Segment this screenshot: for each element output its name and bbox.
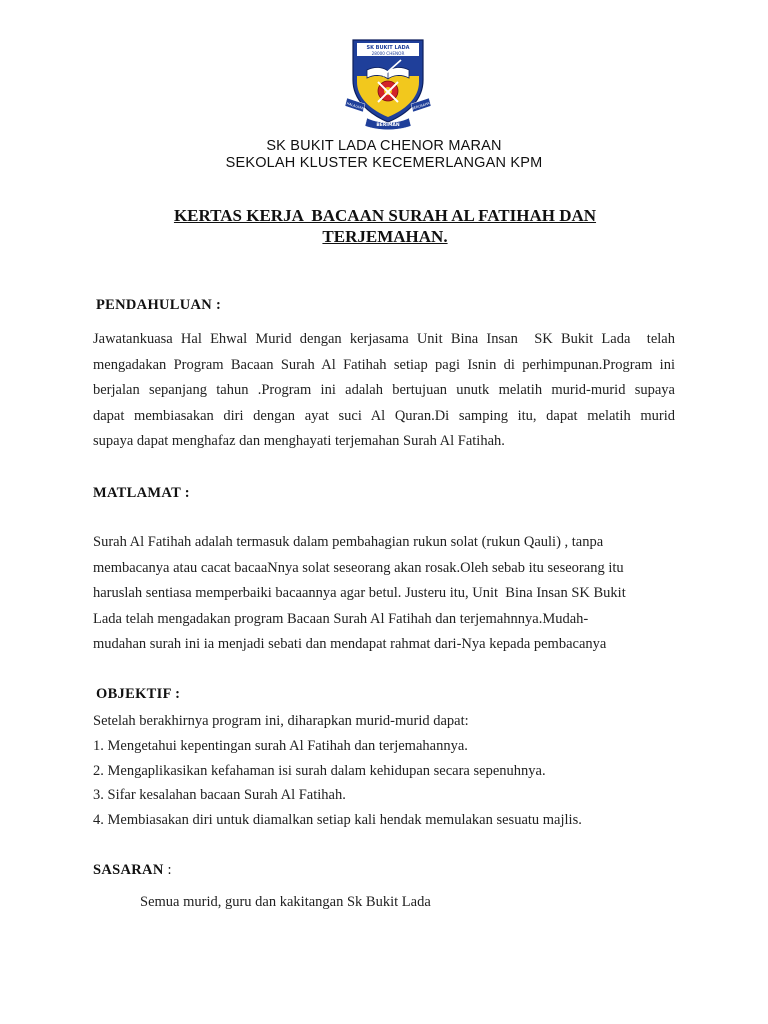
pendahuluan-heading: PENDAHULUAN : [96, 297, 222, 313]
document-title [140, 205, 630, 247]
title-line-1: KERTAS KERJA BACAAN SURAH AL FATIHAH DAN [173, 206, 597, 225]
list-item: 1. Mengetahui kepentingan surah Al Fatihah dan terjemahannya. [93, 737, 468, 754]
matlamat-line: Surah Al Fatihah adalah termasuk dalam pembahagian rukun solat (rukun Qauli) , tanpa [93, 534, 604, 550]
sasaran-text: Semua murid, guru dan kakitangan Sk Bukit Lada [140, 894, 431, 910]
crest-right-ribbon: BERUSAHA [411, 101, 431, 111]
matlamat-line: haruslah sentiasa memperbaiki bacaannya agar betul. Justeru itu, Unit Bina Insan SK Bukit [93, 585, 626, 601]
matlamat-heading: MATLAMAT : [93, 485, 190, 501]
crest-top-text2: 28000 CHENOR [371, 51, 405, 56]
objektif-list [93, 709, 693, 833]
crest-left-ribbon: HALALKAN [346, 101, 365, 111]
pendahuluan-line: dapat membiasakan diri dengan ayat suci Al Quran.Di samping itu, dapat melatih murid [93, 407, 675, 424]
list-item: 2. Mengaplikasikan kefahaman isi surah dalam kehidupan secara sepenuhnya. [93, 762, 546, 779]
pendahuluan-line: mengadakan Program Bacaan Surah Al Fatihah setiap pagi Isnin di perhimpunan.Program ini [93, 356, 675, 373]
matlamat-paragraph [93, 530, 675, 658]
title-line-2: TERJEMAHAN. [322, 227, 448, 246]
pendahuluan-paragraph [93, 327, 675, 455]
sasaran-colon: : [163, 862, 172, 878]
pendahuluan-line: berjalan sepanjang tahun .Program ini adalah bertujuan unutk melatih murid-murid supaya [93, 382, 675, 398]
school-subtitle: SEKOLAH KLUSTER KECEMERLANGAN KPM [225, 155, 543, 171]
pendahuluan-line: Jawatankuasa Hal Ehwal Murid dengan kerjasama Unit Bina Insan SK Bukit Lada telah [93, 331, 675, 347]
crest-bottom-ribbon: BERIMAN [376, 123, 400, 128]
matlamat-line: mudahan surah ini ia menjadi sebati dan mendapat rahmat dari-Nya kepada pembacanya [93, 636, 607, 652]
matlamat-line: membacanya atau cacat bacaaNnya solat seseorang akan rosak.Oleh sebab itu seseorang itu [93, 559, 624, 576]
crest-top-text: SK BUKIT LADA [366, 45, 410, 51]
school-crest-logo [345, 36, 431, 130]
pendahuluan-line: supaya dapat menghafaz dan menghayati terjemahan Surah Al Fatihah. [93, 433, 505, 449]
list-item: 4. Membiasakan diri untuk diamalkan setiap kali hendak memulakan sesuatu majlis. [93, 812, 582, 829]
list-item: 3. Sifar kesalahan bacaan Surah Al Fatihah. [93, 787, 346, 804]
school-name: SK BUKIT LADA CHENOR MARAN [266, 138, 502, 154]
objektif-heading: OBJEKTIF : [96, 686, 181, 702]
matlamat-line: Lada telah mengadakan program Bacaan Surah Al Fatihah dan terjemahnnya.Mudah- [93, 610, 589, 627]
sasaran-heading [93, 862, 172, 879]
sasaran-heading-label: SASARAN [93, 862, 164, 878]
objektif-intro: Setelah berakhirnya program ini, diharapkan murid-murid dapat: [93, 713, 469, 729]
